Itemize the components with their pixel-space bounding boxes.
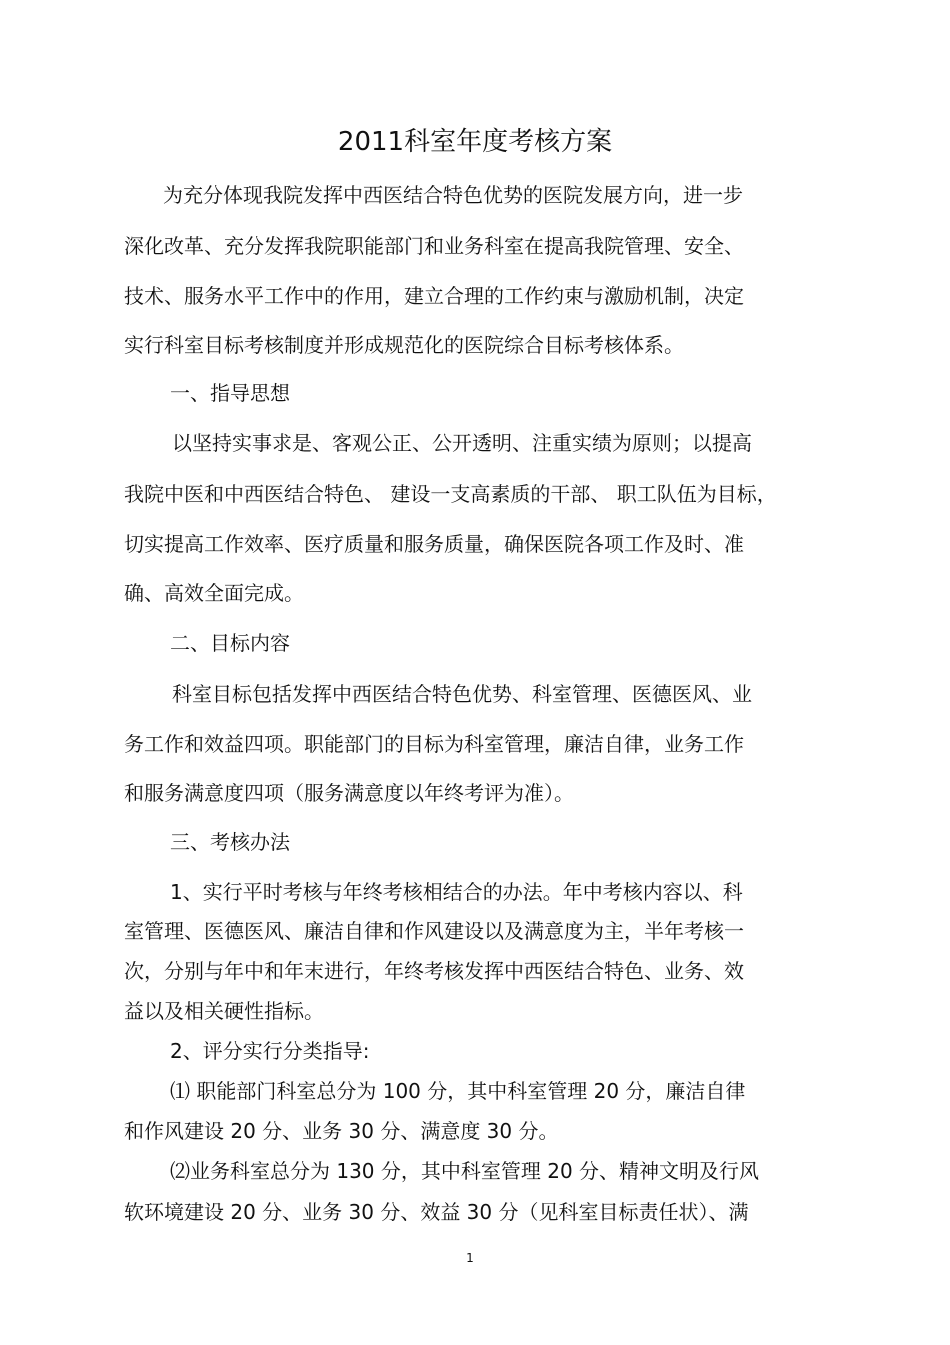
paragraph-line: 和服务满意度四项（服务满意度以年终考评为准）。 (124, 781, 574, 805)
paragraph-line: ⑴ 职能部门科室总分为 100 分，其中科室管理 20 分，廉洁自律 (170, 1079, 746, 1103)
section-heading: 三、考核办法 (170, 830, 290, 854)
page-number: 1 (466, 1251, 474, 1265)
paragraph-line: 技术、服务水平工作中的作用，建立合理的工作约束与激励机制，决定 (124, 284, 744, 308)
paragraph-line: 室管理、医德医风、廉洁自律和作风建设以及满意度为主，半年考核一 (124, 919, 744, 943)
paragraph-line: 1、实行平时考核与年终考核相结合的办法。年中考核内容以、科 (170, 880, 743, 904)
paragraph-line: 为充分体现我院发挥中西医结合特色优势的医院发展方向，进一步 (163, 183, 743, 207)
paragraph-line: 和作风建设 20 分、业务 30 分、满意度 30 分。 (124, 1119, 559, 1143)
paragraph-line: 确、高效全面完成。 (124, 581, 304, 605)
paragraph-line: 我院中医和中西医结合特色、 建设一支高素质的干部、 职工队伍为目标， (124, 482, 777, 506)
paragraph-line: 深化改革、充分发挥我院职能部门和业务科室在提高我院管理、安全、 (124, 234, 744, 258)
paragraph-line: 次，分别与年中和年末进行，年终考核发挥中西医结合特色、业务、效 (124, 959, 744, 983)
section-heading: 一、指导思想 (170, 381, 290, 405)
paragraph-line: 以坚持实事求是、客观公正、公开透明、注重实绩为原则；以提高 (172, 431, 752, 455)
paragraph-line: ⑵业务科室总分为 130 分，其中科室管理 20 分、精神文明及行风 (170, 1159, 760, 1183)
paragraph-line: 实行科室目标考核制度并形成规范化的医院综合目标考核体系。 (124, 333, 684, 357)
paragraph-line: 2、评分实行分类指导: (170, 1039, 370, 1063)
paragraph-line: 切实提高工作效率、医疗质量和服务质量，确保医院各项工作及时、准 (124, 532, 744, 556)
paragraph-line: 软环境建设 20 分、业务 30 分、效益 30 分（见科室目标责任状）、满 (124, 1200, 749, 1224)
section-heading: 二、目标内容 (170, 631, 290, 655)
paragraph-line: 务工作和效益四项。职能部门的目标为科室管理，廉洁自律，业务工作 (124, 732, 744, 756)
document-title: 2011科室年度考核方案 (337, 127, 613, 157)
paragraph-line: 益以及相关硬性指标。 (124, 999, 324, 1023)
paragraph-line: 科室目标包括发挥中西医结合特色优势、科室管理、医德医风、业 (172, 682, 752, 706)
